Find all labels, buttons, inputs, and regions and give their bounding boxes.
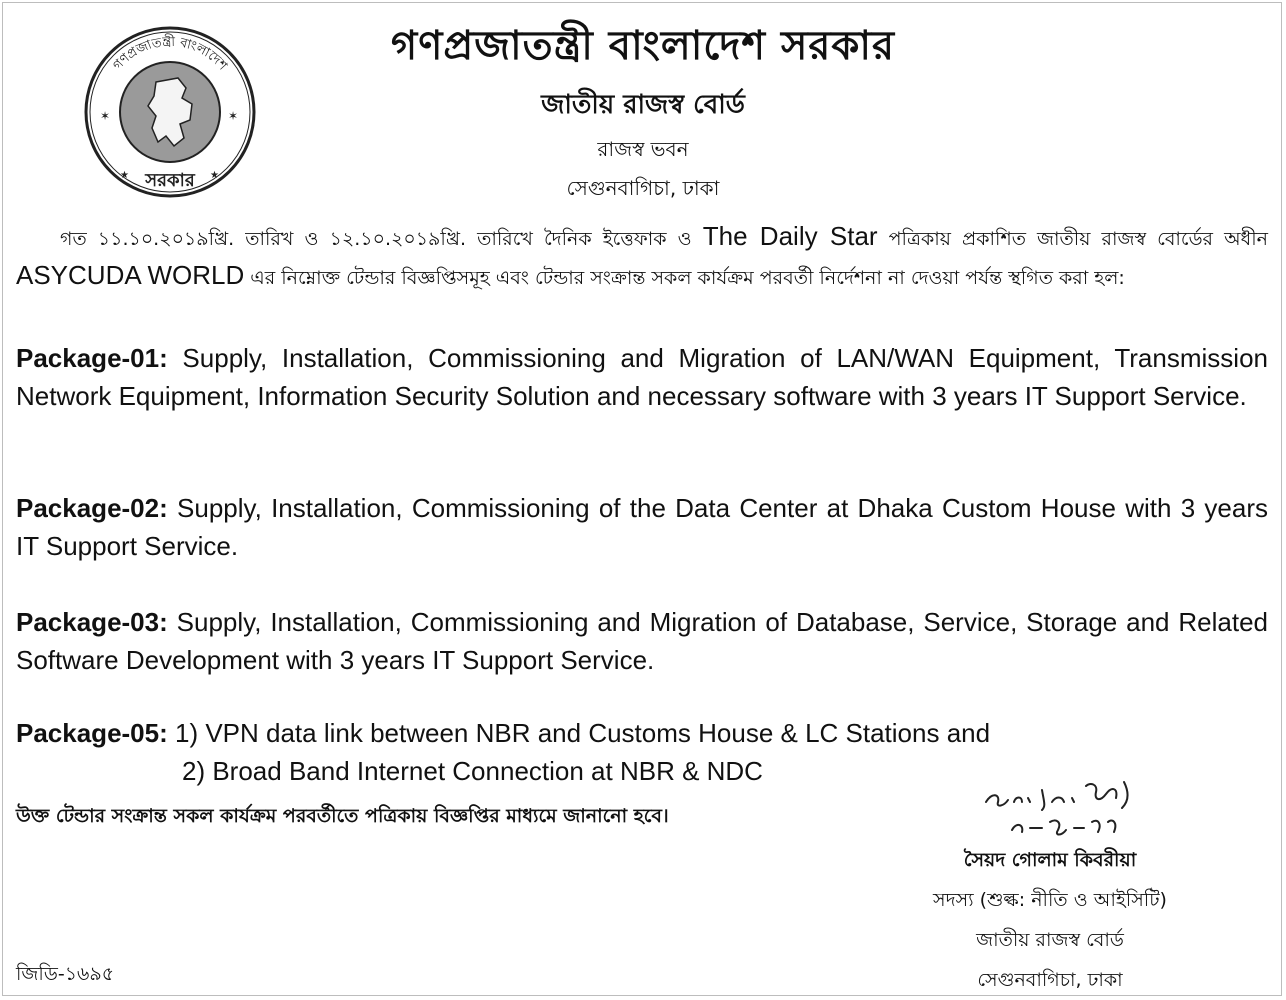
svg-text:✶: ✶	[100, 109, 111, 123]
signatory-block	[860, 840, 1240, 1000]
package-item	[16, 714, 990, 790]
package-label: Package-01:	[16, 343, 168, 373]
system-name: ASYCUDA WORLD	[16, 260, 245, 290]
signatory-designation: সদস্য (শুল্ক: নীতি ও আইসিটি)	[933, 889, 1167, 911]
signatory-office: জাতীয় রাজস্ব বোর্ড	[976, 929, 1124, 951]
gd-number: জিডি-১৬৯৫	[16, 963, 115, 985]
page-title: গণপ্রজাতন্ত্রী বাংলাদেশ সরকার	[391, 23, 895, 69]
package-item	[16, 339, 1268, 415]
svg-text:★: ★	[120, 170, 129, 181]
office-name: জাতীয় রাজস্ব বোর্ড	[541, 90, 745, 120]
address-line-2: সেগুনবাগিচা, ঢাকা	[566, 176, 720, 200]
svg-text:★: ★	[210, 170, 219, 181]
seal-bottom-text: সরকার	[145, 170, 195, 191]
package-description: Supply, Installation, Commissioning of the Data Center at Dhaka Custom House with 3 years IT Support Service.	[16, 493, 1268, 561]
handwritten-signature-icon	[972, 772, 1172, 848]
package-description: Supply, Installation, Commissioning and Migration of Database, Service, Storage and Related Software Development with 3 years IT Support Service.	[16, 607, 1268, 675]
package-description-line-2: 2) Broad Band Internet Connection at NBR & NDC	[182, 756, 763, 786]
signatory-location: সেগুনবাগিচা, ঢাকা	[977, 969, 1123, 991]
package-label: Package-05:	[16, 718, 168, 748]
package-description: Supply, Installation, Commissioning and Migration of LAN/WAN Equipment, Transmission Network Equipment, Information Security Solution and necessary software with 3 years IT Support Service.	[16, 343, 1268, 411]
notice-paragraph	[16, 218, 1268, 296]
notice-text-1: গত ১১.১০.২০১৯খ্রি. তারিখ ও ১২.১০.২০১৯খ্রি. তারিখে দৈনিক ইত্তেফাক ও	[60, 228, 703, 250]
closing-statement: উক্ত টেন্ডার সংক্রান্ত সকল কার্যক্রম পরবর্তীতে পত্রিকায় বিজ্ঞপ্তির মাধ্যমে জানানো হবে।	[16, 805, 669, 827]
signatory-name: সৈয়দ গোলাম কিবরীয়া	[963, 849, 1137, 871]
package-item	[16, 489, 1268, 565]
seal-top-text: গণপ্রজাতন্ত্রী বাংলাদেশ	[110, 34, 230, 74]
svg-text:✶: ✶	[228, 109, 239, 123]
package-item	[16, 603, 1268, 679]
address-line-1: রাজস্ব ভবন	[597, 137, 689, 161]
package-description-line-1: 1) VPN data link between NBR and Customs House & LC Stations and	[167, 718, 991, 748]
package-label: Package-03:	[16, 607, 168, 637]
package-label: Package-02:	[16, 493, 168, 523]
newspaper-name: The Daily Star	[702, 221, 878, 251]
notice-text-3: এর নিম্নোক্ত টেন্ডার বিজ্ঞপ্তিসমূহ এবং টেন্ডার সংক্রান্ত সকল কার্যক্রম পরবর্তী নির্দেশনা না দেওয়া পর্যন্ত স্থগিত করা হল:	[244, 267, 1125, 289]
notice-text-2: পত্রিকায় প্রকাশিত জাতীয় রাজস্ব বোর্ডের অধীন	[877, 228, 1268, 250]
